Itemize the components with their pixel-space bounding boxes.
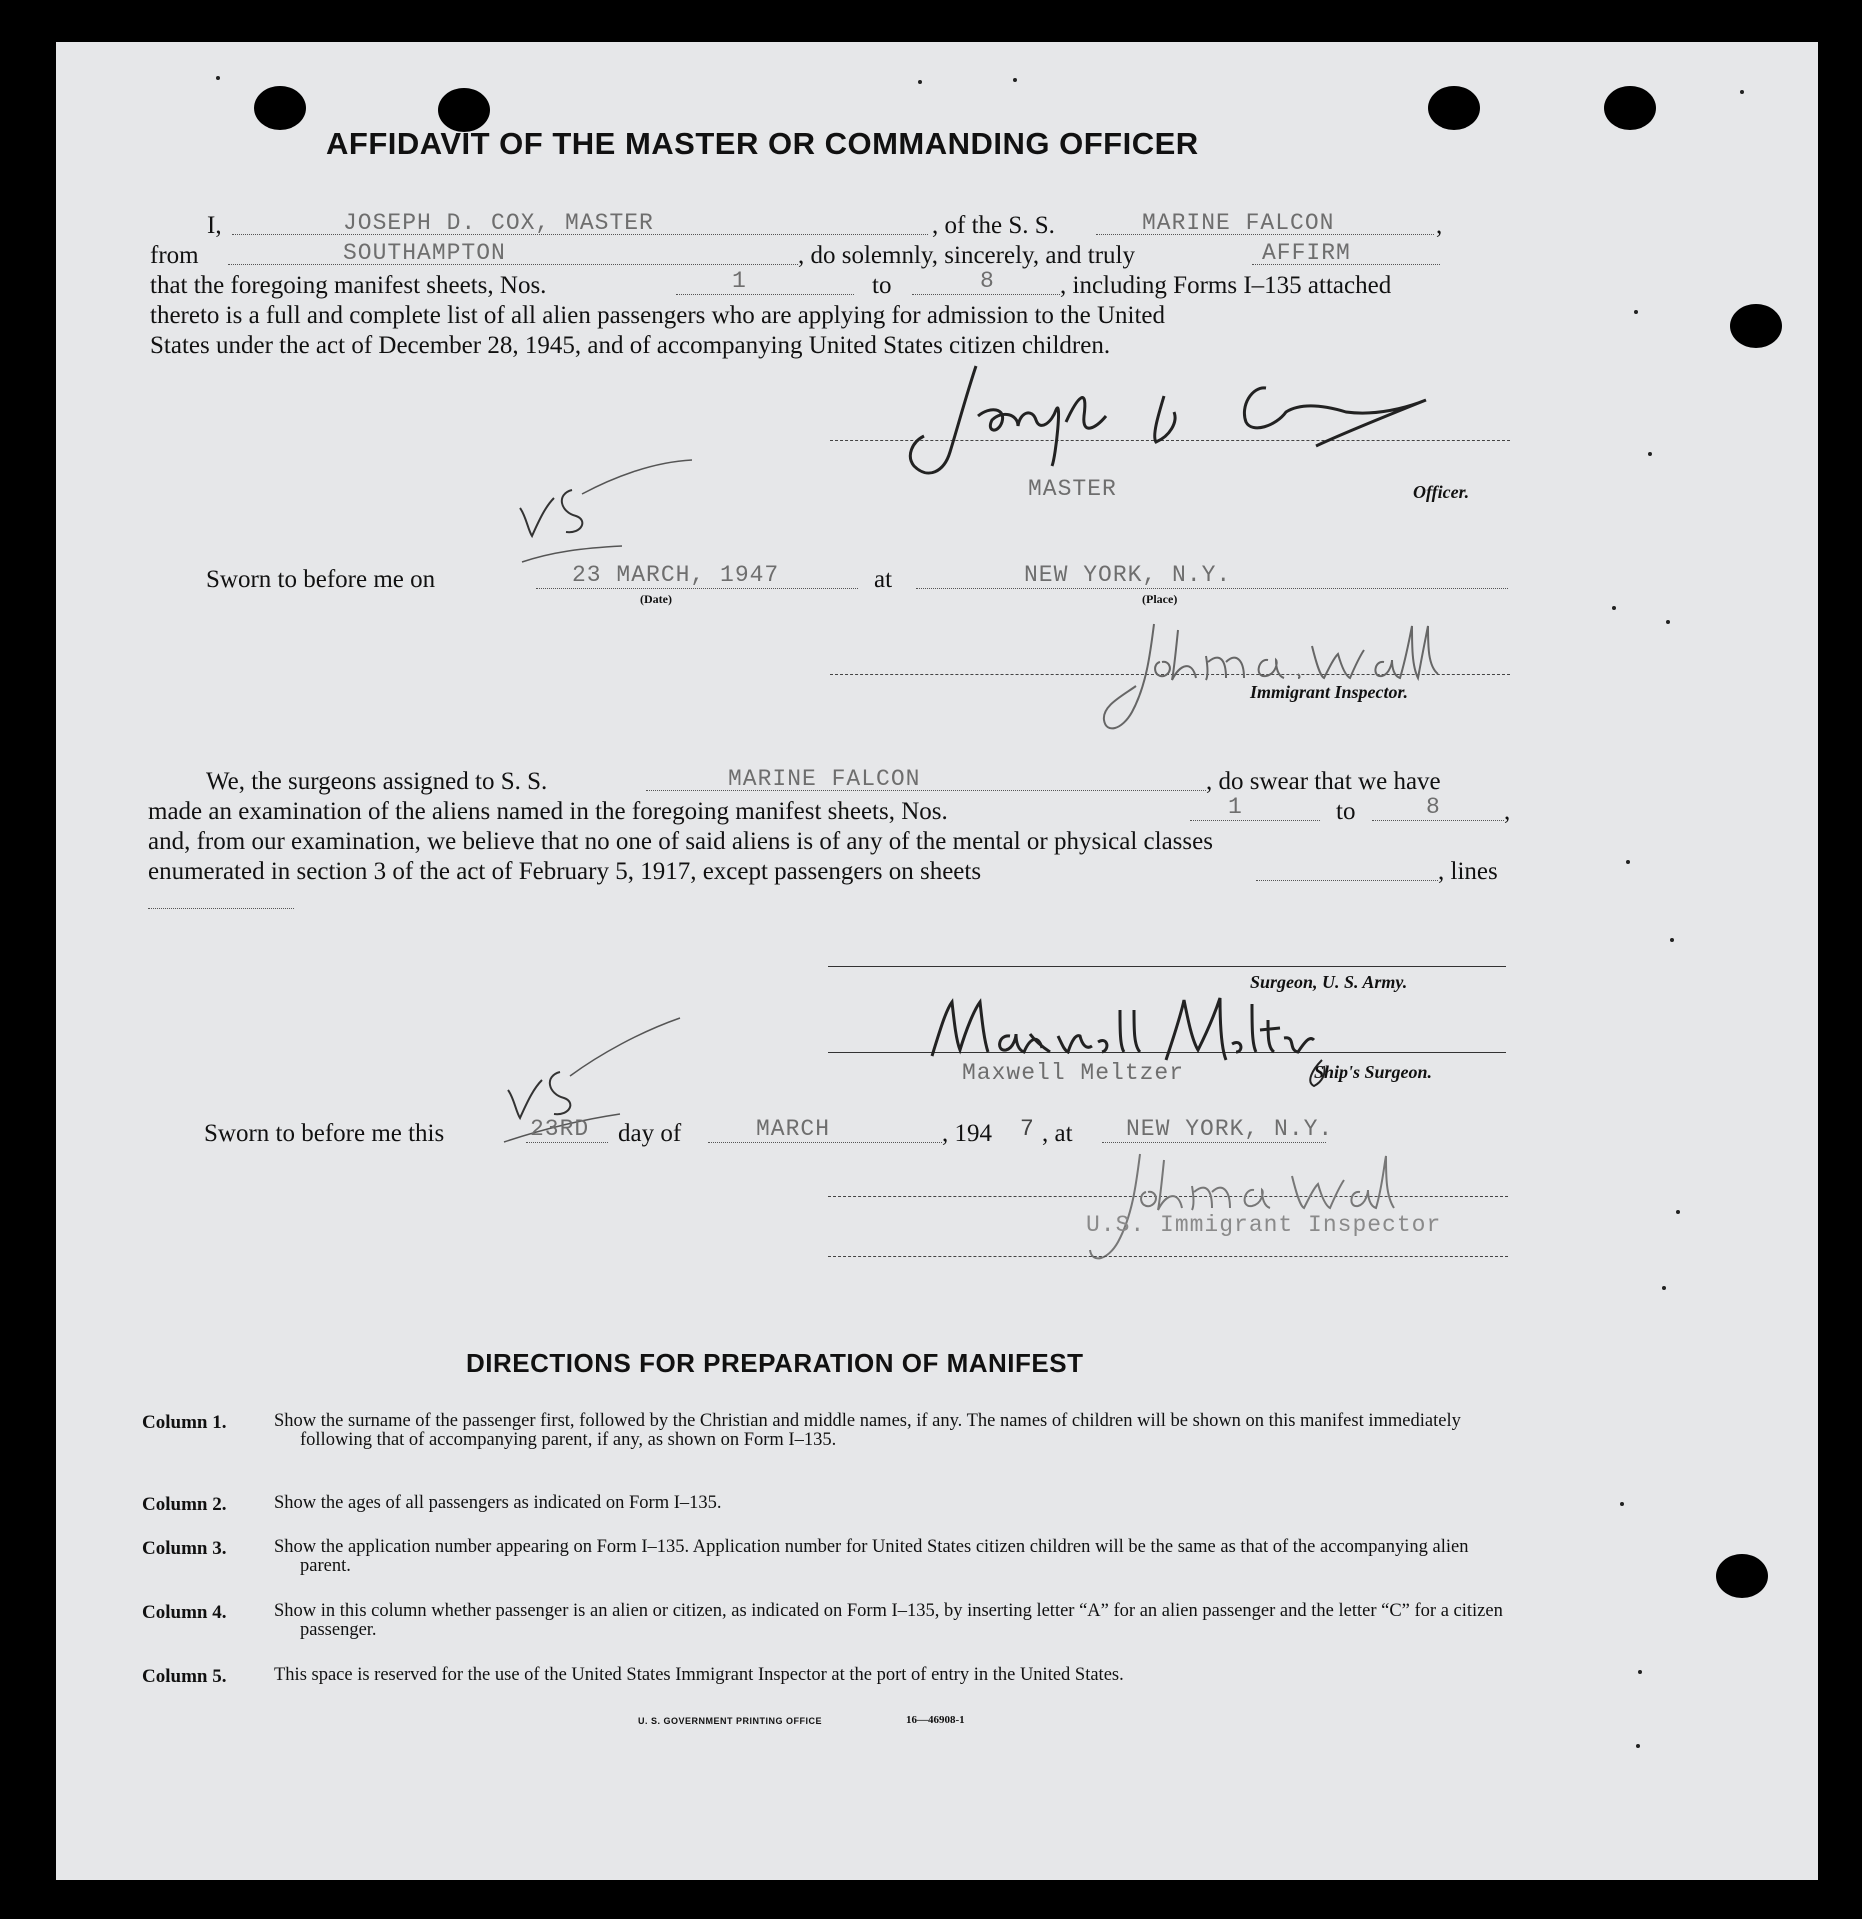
direction-text: This space is reserved for the use of the United States Immigrant Inspector at the port of entry in the United States.: [274, 1665, 1124, 1685]
lines-label: , lines: [1438, 858, 1498, 885]
speck: [918, 80, 922, 84]
punch-hole: [254, 86, 306, 130]
page-title: AFFIDAVIT OF THE MASTER OR COMMANDING OFFICER: [326, 126, 1199, 161]
direction-label: Column 1.: [142, 1412, 227, 1433]
direction-text: Show the surname of the passenger first, followed by the Christian and middle names, if any. The names of children will be shown on this manifest immediately following that of accompanying parent, if any, as shown on Form I–135.: [274, 1411, 1461, 1450]
speck: [1634, 310, 1638, 314]
ship-name-field: MARINE FALCON: [728, 766, 921, 792]
speck: [1648, 452, 1652, 456]
punch-hole: [1716, 1554, 1768, 1598]
comma: ,: [1436, 212, 1443, 239]
sworn-label: Sworn to before me this: [204, 1120, 445, 1147]
ship-name-field: MARINE FALCON: [1142, 210, 1335, 236]
ship-surgeon-caption: Ship's Surgeon.: [1314, 1062, 1433, 1082]
port-field: SOUTHAMPTON: [343, 240, 506, 266]
inspector-caption: Immigrant Inspector.: [1250, 682, 1409, 702]
to-label: to: [1336, 798, 1356, 825]
month-field: MARCH: [756, 1116, 831, 1142]
blank-line: [148, 908, 294, 909]
blank-line: [526, 1142, 608, 1143]
affirm-field: AFFIRM: [1262, 240, 1351, 266]
paragraph-line: made an examination of the aliens named in the foregoing manifest sheets, Nos.: [148, 798, 948, 825]
blank-line: [912, 294, 1060, 295]
rank-field: MASTER: [1028, 476, 1117, 502]
form-number: 16—46908-1: [906, 1714, 965, 1726]
direction-text: Show the ages of all passengers as indicated on Form I–135.: [274, 1493, 722, 1513]
from-label: from: [150, 242, 199, 269]
punch-hole: [1730, 304, 1782, 348]
punch-hole: [1428, 86, 1480, 130]
signature-line: [828, 1256, 1508, 1257]
directions-title: DIRECTIONS FOR PREPARATION OF MANIFEST: [466, 1348, 1084, 1378]
paragraph-line: , do swear that we have: [1206, 768, 1441, 795]
inspector-title: U.S. Immigrant Inspector: [1086, 1212, 1442, 1238]
speck: [1626, 860, 1630, 864]
place-field: NEW YORK, N.Y.: [1024, 562, 1232, 588]
paragraph-line: States under the act of December 28, 1945, and of accompanying United States citizen children.: [150, 332, 1111, 359]
of-ss-label: , of the S. S.: [932, 212, 1055, 239]
blank-line: [916, 588, 1508, 589]
paragraph-line: , including Forms I–135 attached: [1060, 272, 1392, 299]
speck: [1620, 1502, 1624, 1506]
paragraph-line: that the foregoing manifest sheets, Nos.: [150, 272, 547, 299]
officer-caption: Officer.: [1413, 482, 1470, 502]
direction-text: Show in this column whether passenger is an alien or citizen, as indicated on Form I–135, by inserting letter “A” for an alien passenger and the letter “C” for a citizen passenger.: [274, 1601, 1503, 1640]
i-label: I,: [207, 212, 222, 239]
day-of-label: day of: [618, 1120, 682, 1147]
master-name-field: JOSEPH D. COX, MASTER: [343, 210, 654, 236]
paragraph-line: and, from our examination, we believe that no one of said aliens is of any of the mental or physical classes: [148, 828, 1213, 855]
speck: [1636, 1744, 1640, 1748]
ship-surgeon-name: Maxwell Meltzer: [962, 1060, 1185, 1086]
year-prefix: , 194: [942, 1120, 992, 1147]
place-field: NEW YORK, N.Y.: [1126, 1116, 1334, 1142]
sheet-to-field: 8: [980, 268, 995, 294]
blank-line: [1372, 820, 1504, 821]
punch-hole: [1604, 86, 1656, 130]
speck: [216, 76, 220, 80]
paragraph-line: thereto is a full and complete list of all alien passengers who are applying for admission to the United: [150, 302, 1166, 329]
speck: [1013, 78, 1017, 82]
blank-line: [1256, 880, 1438, 881]
inspector-1-signature: [1102, 616, 1442, 746]
to-label: to: [872, 272, 892, 299]
speck: [1670, 938, 1674, 942]
army-caption: Surgeon, U. S. Army.: [1250, 972, 1408, 992]
blank-line: [536, 588, 858, 589]
printer-imprint: U. S. GOVERNMENT PRINTING OFFICE: [638, 1716, 823, 1726]
direction-label: Column 2.: [142, 1494, 227, 1515]
day-field: 23RD: [530, 1116, 590, 1142]
direction-label: Column 4.: [142, 1602, 227, 1623]
speck: [1612, 606, 1616, 610]
sheet-from-field: 1: [1228, 794, 1243, 820]
blank-line: [1190, 820, 1320, 821]
blank-line: [676, 294, 854, 295]
blank-line: [1102, 1142, 1326, 1143]
paragraph-line: We, the surgeons assigned to S. S.: [206, 768, 548, 795]
solemnly-label: , do solemnly, sincerely, and truly: [798, 242, 1135, 269]
speck: [1662, 1286, 1666, 1290]
speck: [1676, 1210, 1680, 1214]
direction-text: Show the application number appearing on Form I–135. Application number for United States citizen children will be the same as that of the accompanying alien parent.: [274, 1537, 1469, 1576]
direction-label: Column 5.: [142, 1666, 227, 1687]
blank-line: [228, 264, 798, 265]
speck: [1740, 90, 1744, 94]
initials-mark: [512, 458, 702, 568]
master-signature: [906, 356, 1466, 496]
date-field: 23 MARCH, 1947: [572, 562, 780, 588]
speck: [1638, 1670, 1642, 1674]
place-caption: (Place): [1142, 592, 1178, 606]
year-digit-field: 7: [1020, 1116, 1035, 1142]
signature-line: [828, 966, 1506, 967]
date-caption: (Date): [640, 592, 672, 606]
document-page: [56, 42, 1818, 1880]
blank-line: [708, 1142, 942, 1143]
at-label: , at: [1042, 1120, 1073, 1147]
comma: ,: [1504, 798, 1511, 825]
sworn-label: Sworn to before me on: [206, 566, 436, 593]
direction-label: Column 3.: [142, 1538, 227, 1559]
paragraph-line: enumerated in section 3 of the act of February 5, 1917, except passengers on sheets: [148, 858, 982, 885]
speck: [1666, 620, 1670, 624]
sheet-to-field: 8: [1426, 794, 1441, 820]
at-label: at: [874, 566, 893, 593]
sheet-from-field: 1: [732, 268, 747, 294]
